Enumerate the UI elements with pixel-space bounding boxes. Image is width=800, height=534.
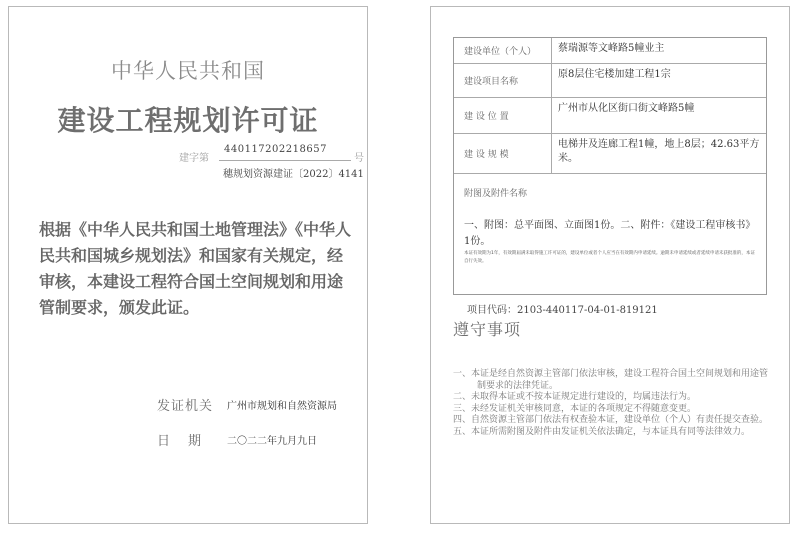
list-item: 四、自然资源主管部门依法有权查验本证，建设单位（个人）有责任提交查验。 — [453, 415, 769, 425]
number-prefix: 建字第 — [179, 153, 209, 164]
date-value: 二〇二二年九月九日 — [227, 436, 317, 447]
rules-title: 遵守事项 — [453, 320, 522, 339]
row-value: 电梯井及连廊工程1幢，地上8层；42.63平方米。 — [558, 139, 760, 164]
number-suffix: 号 — [354, 153, 364, 164]
certificate-number-secondary: 穗规划资源建证〔2022〕4141 — [223, 169, 364, 180]
issuer-label: 发证机关 — [157, 399, 214, 414]
attachment-note: 本证有效期为1年，有效期届满未取得施工许可证的，建设单位或者个人应当在有效期内申请延续。逾期未申请延续或者延续申请未获批准的，本证自行失效。 — [464, 251, 755, 264]
table-row — [454, 98, 766, 134]
rules-list — [453, 369, 775, 438]
country-name: 中华人民共和国 — [111, 59, 265, 83]
table-row — [454, 38, 766, 64]
project-info-table — [453, 37, 767, 295]
certificate-back-page — [430, 6, 790, 524]
attachment-title: 附图及附件名称 — [464, 189, 528, 199]
certificate-front-page — [8, 6, 368, 524]
date-label: 日期 — [157, 434, 220, 449]
row-label: 建设项目名称 — [454, 64, 552, 97]
list-item: 一、本证是经自然资源主管部门依法审核，建设工程符合国土空间规划和用途管制要求的法律凭证。 — [453, 369, 769, 391]
row-label: 建 设 位 置 — [454, 98, 552, 133]
row-label: 建设单位（个人） — [454, 38, 552, 63]
row-value: 广州市从化区街口街文峰路5幢 — [558, 103, 695, 114]
attachment-text: 一、附图：总平面图、立面图1份。二、附件：《建设工程审核书》1份。 — [464, 220, 756, 247]
table-row — [454, 64, 766, 98]
list-item: 五、本证所需附图及附件由发证机关依法确定，与本证具有同等法律效力。 — [453, 426, 751, 437]
certificate-body-text: 根据《中华人民共和国土地管理法》《中华人民共和国城乡规划法》和国家有关规定，经审核，本建设工程符合国土空间规划和用途管制要求，颁发此证。 — [39, 220, 352, 317]
table-row — [454, 134, 766, 174]
certificate-title: 建设工程规划许可证 — [57, 104, 319, 137]
issuer-value: 广州市规划和自然资源局 — [227, 401, 337, 412]
row-value: 蔡瑞源等文峰路5幢业主 — [558, 43, 665, 54]
row-value: 原8层住宅楼加建工程1宗 — [558, 69, 671, 80]
project-code: 项目代码：2103-440117-04-01-819121 — [467, 305, 658, 316]
list-item: 二、未取得本证或不按本证规定进行建设的，均属违法行为。 — [453, 392, 697, 402]
number-underline — [219, 160, 351, 161]
list-item: 三、未经发证机关审核同意，本证的各项规定不得随意变更。 — [453, 403, 697, 414]
certificate-number: 440117202218657 — [224, 144, 327, 155]
row-label: 建 设 规 模 — [454, 134, 552, 173]
